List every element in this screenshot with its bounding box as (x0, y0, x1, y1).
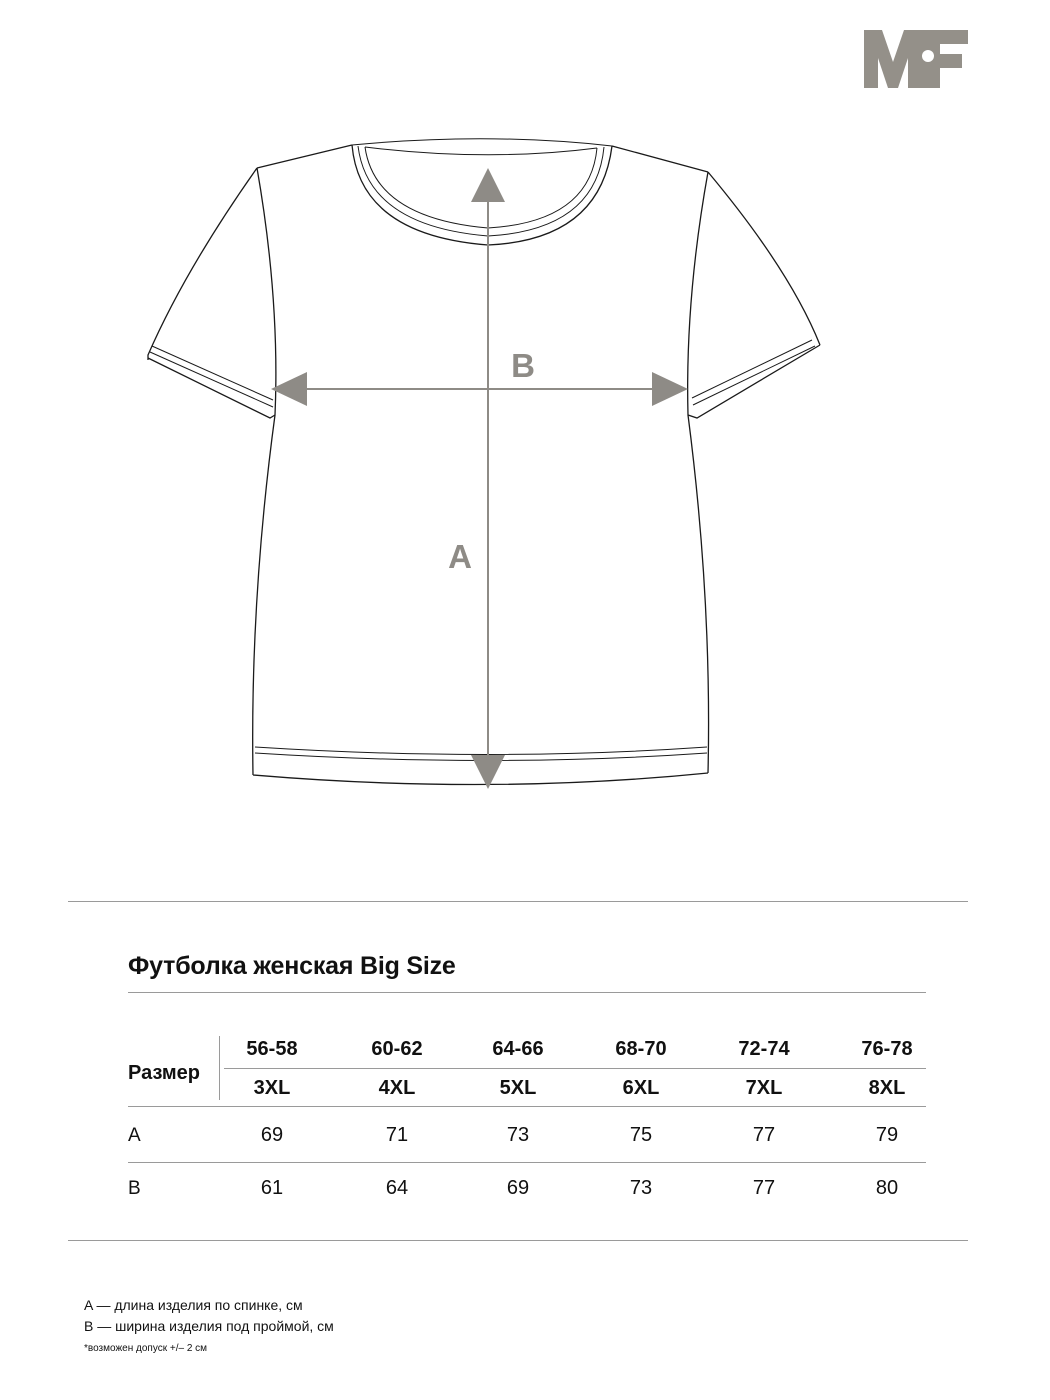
tolerance-note: *возможен допуск +/– 2 см (84, 1343, 208, 1354)
row-a-value: 79 (875, 1124, 899, 1146)
row-a-value: 71 (385, 1124, 409, 1146)
header-bottom-rule (128, 1106, 926, 1107)
intl-size-cell: 5XL (499, 1077, 537, 1099)
intl-size-cell: 7XL (745, 1077, 783, 1099)
row-b-value: 69 (506, 1177, 530, 1199)
legend-a: A — длина изделия по спинке, см (84, 1297, 303, 1313)
title-underline (128, 992, 926, 993)
row-b-value: 61 (260, 1177, 284, 1199)
header-separator (219, 1036, 220, 1100)
header-mid-rule (224, 1068, 926, 1069)
measure-b-arrow (271, 372, 688, 406)
ru-size-cell: 76-78 (861, 1038, 913, 1060)
intl-size-cell: 6XL (622, 1077, 660, 1099)
row-a-value: 69 (260, 1124, 284, 1146)
measure-b-label: B (511, 347, 535, 384)
section-divider-bottom (68, 1240, 968, 1241)
ru-size-cell: 72-74 (738, 1038, 790, 1060)
ru-size-cell: 64-66 (492, 1038, 544, 1060)
intl-size-cell: 8XL (868, 1077, 906, 1099)
measure-a-arrow (471, 168, 505, 789)
row-a-rule (128, 1162, 926, 1163)
row-b-value: 80 (875, 1177, 899, 1199)
ru-size-cell: 56-58 (246, 1038, 298, 1060)
ru-size-cell: 60-62 (371, 1038, 423, 1060)
legend-b: B — ширина изделия под проймой, см (84, 1318, 334, 1334)
intl-size-cell: 3XL (253, 1077, 291, 1099)
size-header-label: Размер (128, 1062, 201, 1084)
row-label-a: A (128, 1125, 141, 1146)
row-label-b: B (128, 1178, 141, 1199)
table-title: Футболка женская Big Size (128, 952, 456, 980)
row-a-value: 73 (506, 1124, 530, 1146)
row-b-value: 77 (752, 1177, 776, 1199)
row-a-value: 75 (629, 1124, 653, 1146)
row-b-value: 73 (629, 1177, 653, 1199)
row-a-value: 77 (752, 1124, 776, 1146)
ru-size-cell: 68-70 (615, 1038, 667, 1060)
section-divider-top (68, 901, 968, 902)
row-b-value: 64 (385, 1177, 409, 1199)
intl-size-cell: 4XL (378, 1077, 416, 1099)
tshirt-outline (148, 139, 820, 785)
measure-a-label: A (448, 538, 472, 575)
